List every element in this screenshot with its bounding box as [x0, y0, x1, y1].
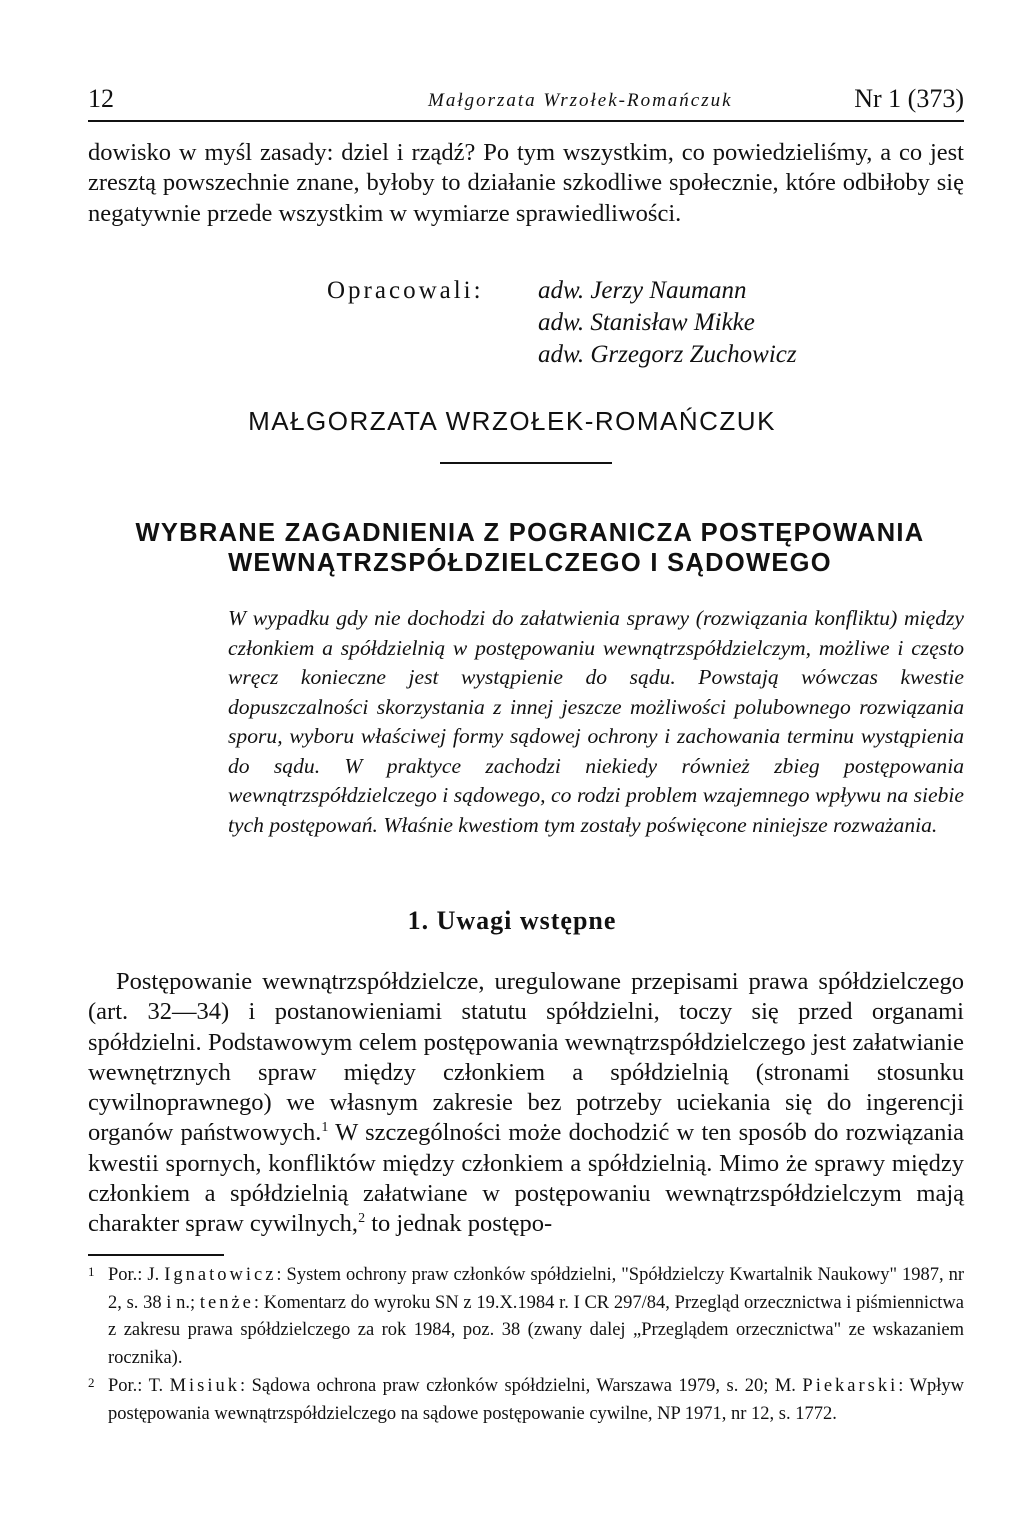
- article-title: [80, 518, 980, 578]
- running-head: [88, 84, 964, 122]
- article-title-line: WYBRANE ZAGADNIENIA Z POGRANICZA POSTĘPOWANIA: [135, 519, 925, 547]
- article-author: MAŁGORZATA WRZOŁEK-ROMAŃCZUK: [248, 406, 776, 436]
- author-entry: adw. Stanisław Mikke: [538, 309, 755, 336]
- authors-label: Opracowali:: [327, 277, 484, 304]
- author-entry: adw. Jerzy Naumann: [538, 277, 747, 304]
- author-entry: adw. Grzegorz Zuchowicz: [538, 341, 797, 368]
- issue-number: Nr 1 (373): [854, 84, 964, 113]
- title-divider: [440, 462, 612, 464]
- footnote-ref: 1: [321, 1120, 329, 1136]
- section-heading: 1. Uwagi wstępne: [407, 906, 617, 935]
- footnote-divider: [88, 1254, 224, 1256]
- footnotes: [88, 1262, 964, 1428]
- page-number: 12: [88, 84, 114, 113]
- footnote: 2 Por.: T. Misiuk: Sądowa ochrona praw członków spółdzielni, Warszawa 1979, s. 20; M. Piekarski: Wpływ postępowania wewnątrzspółdzielczego na sądowe postępowanie cywilne, NP 1971, nr 12, s. 1772.: [88, 1374, 964, 1424]
- running-head-author: Małgorzata Wrzołek-Romańczuk: [428, 90, 733, 111]
- footnote-ref: 2: [358, 1211, 366, 1227]
- article-abstract: W wypadku gdy nie dochodzi do załatwienia sprawy (rozwiązania konfliktu) między członkiem a spółdzielnią w postępowaniu wewnątrzspółdzielczym, możliwe i często wręcz konieczne jest wystąpienie do sądu. Powstają wówczas kwestie dopuszczalności skorzystania z innej jeszcze możliwości polubownego rozwiązania sporu, wyboru właściwej formy sądowej ochrony i zachowania terminu wystąpienia do sądu. W praktyce zachodzi niekiedy również zbieg postępowania wewnątrzspółdzielczego i sądowego, co rodzi problem wzajemnego wpływu na siebie tych postępowań. Właśnie kwestiom tym zostały poświęcone niniejsze rozważania.: [228, 606, 964, 837]
- article-title-line: WEWNĄTRZSPÓŁDZIELCZEGO I SĄDOWEGO: [228, 549, 832, 577]
- footnote-number: 2: [88, 1374, 95, 1390]
- authors-list: [538, 275, 797, 371]
- section-paragraph: Postępowanie wewnątrzspółdzielcze, uregulowane przepisami prawa spółdzielczego (art. 32—34) i postanowieniami statutu spółdzielni, toczy się przed organami spółdzielni. Podstawowym celem postępowania wewnątrzspółdzielczego jest załatwianie wewnętrznych spraw między członkiem a spółdzielnią (stronami stosunku cywilnoprawnego) we własnym zakresie bez potrzeby uciekania się do ingerencji organów państwowych.$^1$ W szczególności może dochodzić w ten sposób do rozwiązania kwestii spornych, konfliktów między członkiem a spółdzielnią. Mimo że sprawy między członkiem a spółdzielnią załatwiane w postępowaniu wewnątrzspółdzielczym mają charakter spraw cywilnych,$^2$ to jednak postępo-: [88, 968, 965, 1238]
- footnote-number: 1: [88, 1264, 95, 1279]
- footnote: 1 Por.: J. Ignatowicz: System ochrony praw członków spółdzielni, "Spółdzielczy Kwartalnik Naukowy" 1987, nr 2, s. 38 i n.; tenże: Komentarz do wyroku SN z 19.X.1984 r. I CR 297/84, Przegląd orzecznictwa i piśmiennictwa z zakresu prawa spółdzielczego za rok 1984, poz. 38 (zwany dalej „Przeglądem orzecznictwa" ze wskazaniem rocznika).: [88, 1264, 964, 1369]
- intro-paragraph: dowisko w myśl zasady: dziel i rządź? Po tym wszystkim, co powiedzieliśmy, a co jest zresztą powszechnie znane, byłoby to działanie szkodliwe społecznie, które odbiłoby się negatywnie przede wszystkim w wymiarze sprawiedliwości.: [88, 139, 964, 227]
